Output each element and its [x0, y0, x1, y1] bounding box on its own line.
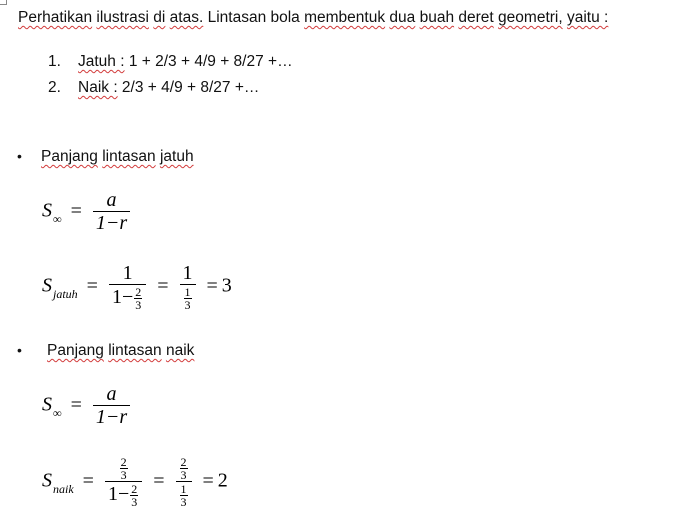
small-denominator: 3 — [135, 298, 142, 312]
page-corner-mark — [0, 0, 7, 5]
small-numerator: 2 — [131, 482, 138, 496]
list-item — [48, 53, 293, 71]
denominator — [105, 481, 142, 508]
small-denominator: 3 — [180, 495, 187, 509]
bullet-icon: • — [17, 342, 22, 358]
formula-lhs: S — [42, 393, 52, 416]
fraction — [176, 456, 192, 508]
equals-sign: = — [70, 199, 82, 222]
fraction — [105, 456, 142, 508]
intro-word: geometri, — [498, 9, 563, 26]
small-denominator: 3 — [180, 468, 187, 482]
formula-lhs: S — [42, 469, 52, 492]
denominator — [109, 284, 146, 311]
formula-sum-infinity — [42, 190, 132, 234]
intro-text: Lintasan bola — [203, 9, 305, 26]
numerator — [176, 456, 192, 481]
bullet-word: jatuh — [159, 148, 194, 165]
denominator: 1−r — [93, 211, 130, 234]
fraction — [93, 384, 130, 428]
formula-subscript: jatuh — [53, 286, 78, 301]
small-fraction — [130, 483, 138, 508]
denominator: 1−r — [93, 405, 130, 428]
list-series: 2/3 + 4/9 + 8/27 +… — [117, 79, 260, 96]
numerator: a — [106, 383, 117, 405]
fraction — [180, 263, 196, 311]
equals-sign: = — [153, 469, 165, 492]
numerator: a — [106, 189, 117, 211]
intro-word: Perhatikan — [18, 9, 93, 26]
equals-sign: = — [70, 393, 82, 416]
bullet-item-naik — [17, 342, 194, 360]
denominator-text: 1− — [107, 483, 130, 506]
result-value: 2 — [217, 469, 228, 492]
intro-word: di — [153, 9, 166, 26]
list-label: Jatuh : — [78, 53, 125, 70]
formula-subscript: ∞ — [53, 211, 62, 226]
small-numerator: 2 — [180, 455, 187, 469]
formula-subscript: ∞ — [53, 405, 62, 420]
small-fraction — [180, 483, 188, 508]
numerator: 1 — [122, 262, 133, 284]
small-numerator: 2 — [135, 285, 142, 299]
denominator — [180, 284, 196, 311]
small-denominator: 3 — [184, 298, 191, 312]
intro-word: dua — [389, 9, 416, 26]
list-item — [48, 79, 259, 97]
numerator: 1 — [182, 262, 193, 284]
formula-naik — [42, 456, 228, 508]
list-series: 1 + 2/3 + 4/9 + 8/27 +… — [124, 53, 293, 70]
numerator — [105, 456, 142, 481]
formula-sum-infinity — [42, 384, 132, 428]
denominator-text: 1− — [111, 286, 134, 309]
formula-lhs: S — [42, 274, 52, 297]
formula-jatuh — [42, 263, 232, 311]
formula-subscript: naik — [53, 481, 74, 496]
fraction — [93, 190, 130, 234]
equals-sign: = — [86, 274, 98, 297]
bullet-word: Panjang — [47, 342, 104, 359]
intro-word: membentuk — [304, 9, 386, 26]
formula-lhs: S — [42, 199, 52, 222]
intro-word: yaitu : — [566, 9, 609, 26]
bullet-word: lintasan — [102, 148, 156, 165]
small-numerator: 1 — [184, 285, 191, 299]
list-label: Naik : — [78, 79, 118, 96]
result-value: 3 — [221, 274, 232, 297]
intro-word: buah — [419, 9, 455, 26]
bullet-item-jatuh — [17, 148, 194, 166]
small-numerator: 1 — [180, 482, 187, 496]
equals-sign: = — [82, 469, 94, 492]
intro-word: atas. — [169, 9, 204, 26]
intro-paragraph — [18, 9, 608, 27]
intro-word: ilustrasi — [96, 9, 149, 26]
small-fraction — [134, 286, 142, 311]
small-fraction — [184, 286, 192, 311]
small-denominator: 3 — [120, 468, 127, 482]
bullet-word: naik — [165, 342, 195, 359]
list-number: 2. — [48, 79, 61, 96]
bullet-word: Panjang — [41, 148, 98, 165]
bullet-word: lintasan — [108, 342, 162, 359]
small-fraction — [180, 456, 188, 481]
equals-sign: = — [206, 274, 218, 297]
small-denominator: 3 — [131, 495, 138, 509]
small-numerator: 2 — [120, 455, 127, 469]
small-fraction — [120, 456, 128, 481]
intro-word: deret — [458, 9, 494, 26]
bullet-icon: • — [17, 148, 22, 164]
equals-sign: = — [157, 274, 169, 297]
fraction — [109, 263, 146, 311]
denominator — [176, 481, 192, 508]
equals-sign: = — [202, 469, 214, 492]
list-number: 1. — [48, 53, 61, 70]
